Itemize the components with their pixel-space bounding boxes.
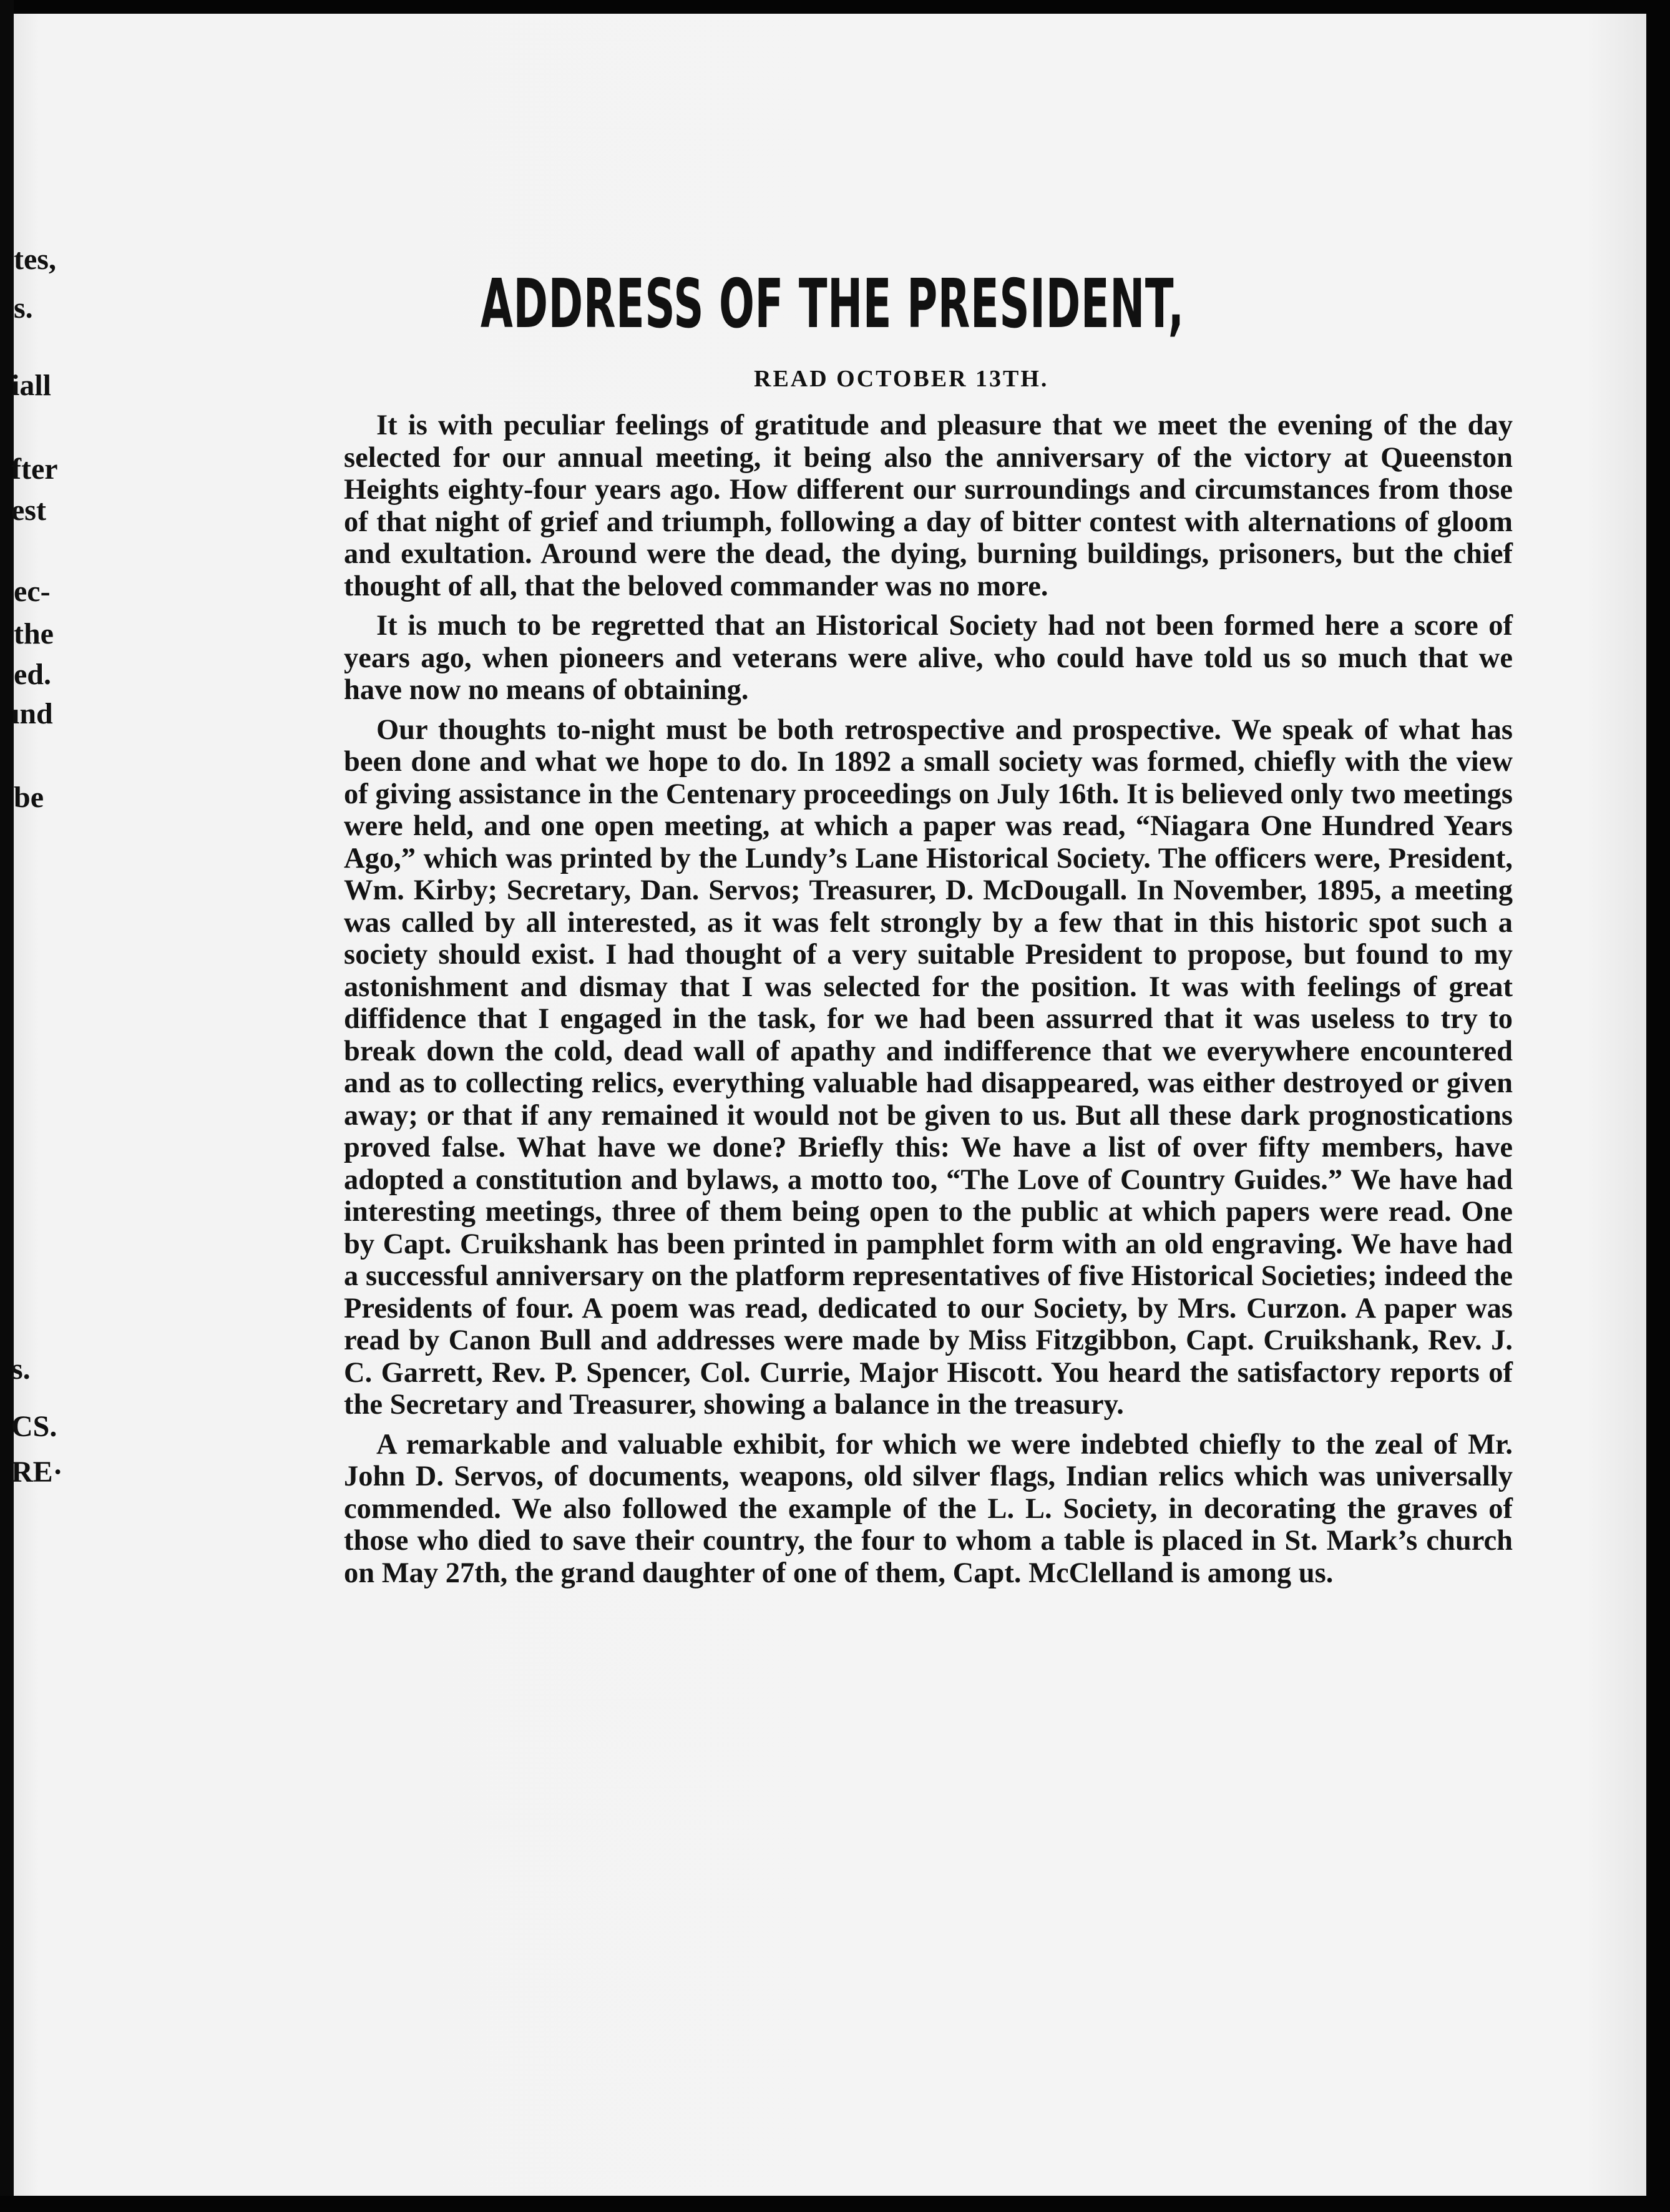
scan-border-bottom bbox=[0, 2196, 1670, 2212]
scan-border-right bbox=[1646, 0, 1670, 2212]
margin-fragment: CS. bbox=[11, 1410, 57, 1443]
margin-fragment: s. bbox=[14, 291, 33, 325]
margin-fragment: the bbox=[14, 617, 54, 650]
paragraph: Our thoughts to-night must be both retrospective and prospective. We speak of what has been done and what we hope to do. In 1892 a small society was formed, chiefly with the view of giving assistance in the Centenary proceedings on July 16th. It is believed only two meetings were held, and one open meeting, at which a paper was read, “Niagara One Hundred Years Ago,” which was printed by the Lundy’s Lane Historical Society. The officers were, President, Wm. Kirby; Secretary, Dan. Servos; Treasurer, D. McDougall. In November, 1895, a meeting was called by all interested, as it was felt strongly by a few that in this historic spot such a society should exist. I had thought of a very suitable President to propose, but found to my astonishment and dismay that I was selected for the position. It was with feelings of great diffidence that I engaged in the task, for we had been assurred that it was useless to try to break down the cold, dead wall of apathy and indifference that we everywhere encountered and as to collecting relics, everything valuable had disappeared, was either destroyed or given away; or that if any remained it would not be given to us. But all these dark prognostications proved false. What have we done? Briefly this: We have a list of over fifty members, have adopted a constitution and bylaws, a motto too, “The Love of Country Guides.” We have had interesting meetings, three of them being open to the public at which papers were read. One by Capt. Cruikshank has been printed in pamphlet form with an old engraving. We have had a successful anniversary on the platform representatives of five Historical Societies; indeed the Presidents of four. A poem was read, dedicated to our Society, by Mrs. Curzon. A paper was read by Canon Bull and addresses were made by Miss Fitzgibbon, Capt. Cruikshank, Rev. J. C. Garrett, Rev. P. Spencer, Col. Currie, Major Hiscott. You heard the satisfactory reports of the Secretary and Treasurer, showing a balance in the treasury. bbox=[344, 713, 1513, 1421]
margin-fragment: ec- bbox=[14, 575, 51, 608]
article-subtitle: READ OCTOBER 13TH. bbox=[754, 366, 1049, 392]
margin-fragment: est bbox=[11, 494, 46, 527]
margin-fragment: fter bbox=[11, 453, 58, 486]
paragraph: It is with peculiar feelings of gratitude and pleasure that we meet the evening of the day selected for our annual meeting, it being also the anniversary of the victory at Queenston Heights eighty-four years ago. How different our surroundings and circumstances from those of that night of grief and triumph, following a day of bitter contest with alternations of gloom and exultation. Around were the dead, the dying, burning buildings, prisoners, but the chief thought of all, that the beloved commander was no more. bbox=[344, 409, 1513, 602]
paragraph: It is much to be regretted that an Historical Society had not been formed here a score of years ago, when pioneers and veterans were alive, who could have told us so much that we have now no means of obtaining. bbox=[344, 610, 1513, 706]
margin-fragment: ed. bbox=[14, 658, 51, 691]
paragraph: A remarkable and valuable exhibit, for which we were indebted chiefly to the zeal of Mr. John D. Servos, of documents, weapons, old silver flags, Indian relics which was universally commended. We also followed the example of the L. L. Society, in decorating the graves of those who died to save their country, the four to whom a table is placed in St. Mark’s church on May 27th, the grand daughter of one of them, Capt. McClelland is among us. bbox=[344, 1428, 1513, 1589]
article-body bbox=[344, 409, 1513, 1597]
margin-fragment: iall bbox=[11, 369, 52, 402]
article-title: ADDRESS OF THE PRESIDENT, bbox=[481, 265, 1184, 343]
margin-fragment: RE· bbox=[11, 1456, 63, 1489]
margin-fragment: ınd bbox=[11, 697, 53, 730]
margin-fragment: be bbox=[14, 781, 44, 814]
facing-page-margin bbox=[0, 0, 69, 2212]
margin-fragment: tes, bbox=[14, 243, 56, 276]
margin-fragment: s. bbox=[11, 1353, 31, 1386]
scan-border-top bbox=[0, 0, 1670, 14]
